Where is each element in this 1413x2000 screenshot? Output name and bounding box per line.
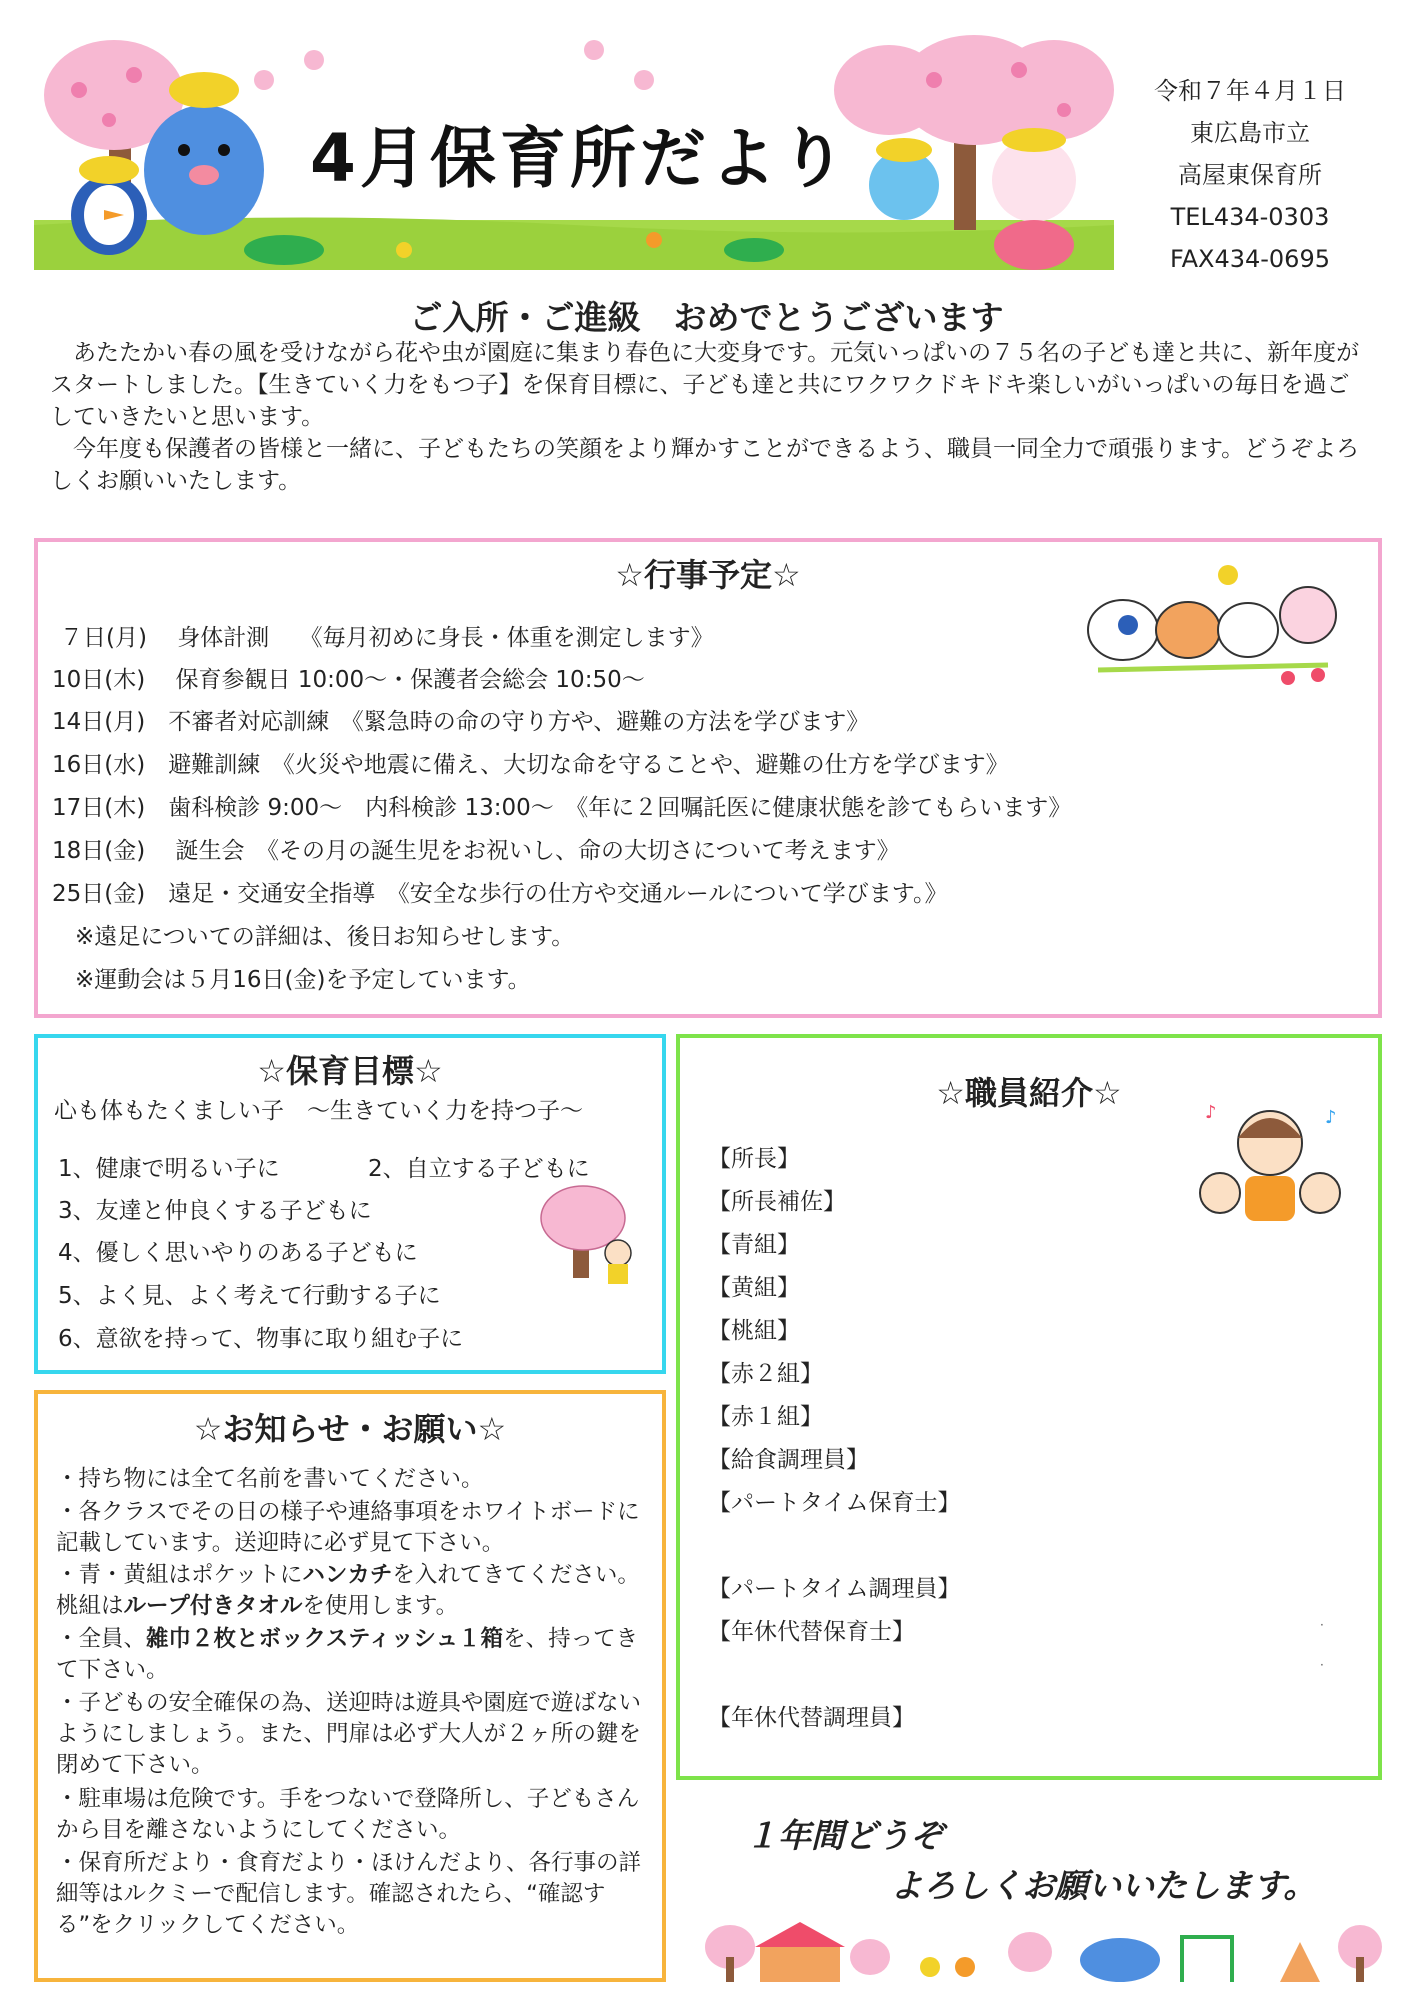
svg-text:♪: ♪: [1205, 1102, 1217, 1123]
org-line1: 東広島市立: [1190, 119, 1310, 147]
org-line2: 高屋東保育所: [1178, 161, 1322, 189]
notice-text: ・駐車場は危険です。手をつないで登降所し、子どもさんから目を離さないようにしてください。: [56, 1786, 640, 1843]
closing-line-1: １年間どうぞ: [745, 1816, 943, 1855]
goal-item: 3、友達と仲良くする子どもに: [58, 1198, 372, 1224]
goal-item: 6、意欲を持って、物事に取り組む子に: [58, 1326, 464, 1352]
animals-illustration: [1078, 560, 1348, 690]
staff-role: 【桃組】: [708, 1318, 800, 1344]
event-note: ※運動会は５月16日(金)を予定しています。: [52, 967, 531, 993]
events-title: ☆行事予定☆: [615, 556, 801, 594]
staff-role: 【所長補佐】: [708, 1189, 846, 1215]
staff-role: 【所長】: [708, 1146, 800, 1172]
notice-item: [56, 1497, 656, 1559]
notice-item: [56, 1688, 656, 1781]
greeting-paragraph-1: あたたかい春の風を受けながら花や虫が園庭に集まり春色に大変身です。元気いっぱいの７５名の子ども達と共に、新年度がスタートしました。【生きていく力をもつ子】を保育目標に、子ども達と共にワクワクドキドキ楽しいがいっぱいの毎日を過ごしていきたいと思います。: [50, 340, 1360, 430]
notice-text: ・持ち物には全て名前を書いてください。: [56, 1466, 484, 1492]
goal-item: 1、健康で明るい子に: [58, 1156, 280, 1182]
staff-role: 【青組】: [708, 1232, 800, 1258]
events-section: [34, 538, 1382, 1018]
notice-text: ・全員、: [56, 1626, 147, 1652]
goal-item: 2、自立する子どもに: [368, 1156, 590, 1182]
organization-info: [1125, 70, 1375, 280]
event-item: 18日(金) 誕生会 《その月の誕生児をお祝いし、命の大切さについて考えます》: [52, 838, 900, 864]
event-item: 25日(金) 遠足・交通安全指導 《安全な歩行の仕方や交通ルールについて学びます。》: [52, 881, 948, 907]
goals-title: ☆保育目標☆: [257, 1052, 443, 1090]
staff-title: ☆職員紹介☆: [936, 1074, 1122, 1112]
notice-title: ☆お知らせ・お願い☆: [193, 1410, 507, 1448]
notice-text: ・青・黄組はポケットに: [56, 1562, 303, 1588]
tel-number: TEL434-0303: [1170, 203, 1330, 231]
greeting-body: [50, 337, 1370, 497]
notice-item: [56, 1624, 656, 1686]
tree-child-illustration: [538, 1178, 648, 1288]
staff-role: 【給食調理員】: [708, 1447, 869, 1473]
issue-date: 令和７年４月１日: [1154, 77, 1346, 105]
dot-mark: ·: [1320, 1618, 1324, 1632]
goal-item: 4、優しく思いやりのある子どもに: [58, 1240, 418, 1266]
notice-text: ・子どもの安全確保の為、送迎時は遊具や園庭で遊ばないようにしましょう。また、門扉は必ず大人が２ヶ所の鍵を閉めて下さい。: [56, 1690, 642, 1778]
bottom-decoration: [700, 1912, 1385, 1987]
notice-text: を、持ってきて下さい。: [56, 1626, 639, 1683]
goal-item: 5、よく見、よく考えて行動する子に: [58, 1283, 441, 1309]
notice-item: [56, 1464, 656, 1495]
event-item: 14日(月) 不審者対応訓練 《緊急時の命の守り方や、避難の方法を学びます》: [52, 709, 870, 735]
notice-bold-text: ループ付きタオル: [123, 1593, 303, 1619]
event-item: ７日(月) 身体計測 《毎月初めに身長・体重を測定します》: [60, 625, 714, 651]
event-item: 17日(木) 歯科検診 9:00～ 内科検診 13:00～ 《年に２回嘱託医に健康状態を診てもらいます》: [52, 795, 1072, 821]
event-item: 10日(木) 保育参観日 10:00～・保護者会総会 10:50～: [52, 667, 645, 693]
staff-role: 【黄組】: [708, 1275, 800, 1301]
staff-role: 【パートタイム調理員】: [708, 1576, 961, 1602]
teacher-children-illustration: [1195, 1098, 1345, 1228]
goals-section: [34, 1034, 666, 1374]
notice-item: [56, 1848, 656, 1941]
staff-role: 【パートタイム保育士】: [708, 1490, 961, 1516]
notice-item: [56, 1560, 656, 1622]
notice-bold-text: ハンカチ: [302, 1562, 393, 1588]
closing-line-2: よろしくお願いいたします。: [890, 1866, 1317, 1905]
notice-text: を入れてきてください。桃組は: [56, 1562, 640, 1619]
staff-role: 【赤２組】: [708, 1361, 823, 1387]
notice-section: [34, 1390, 666, 1982]
staff-role: 【赤１組】: [708, 1404, 823, 1430]
event-note: ※遠足についての詳細は、後日お知らせします。: [52, 924, 575, 950]
notice-bold-text: 雑巾２枚とボックスティッシュ１箱: [146, 1626, 504, 1652]
staff-role: 【年休代替調理員】: [708, 1705, 915, 1731]
greeting-heading: ご入所・ご進級 おめでとうございます: [409, 298, 1004, 337]
newsletter-title: 4月保育所だより: [310, 120, 850, 197]
notice-text: を使用します。: [302, 1593, 459, 1619]
svg-text:♪: ♪: [1325, 1107, 1337, 1128]
notice-text: ・保育所だより・食育だより・ほけんだより、各行事の詳細等はルクミーで配信します。確認されたら、“確認する”をクリックしてください。: [56, 1850, 642, 1938]
notice-item: [56, 1784, 656, 1846]
staff-section: [676, 1034, 1382, 1780]
event-item: 16日(水) 避難訓練 《火災や地震に備え、大切な命を守ることや、避難の仕方を学びます》: [52, 752, 1009, 778]
greeting-paragraph-2: 今年度も保護者の皆様と一緒に、子どもたちの笑顔をより輝かすことができるよう、職員一同全力で頑張ります。どうぞよろしくお願いいたします。: [50, 436, 1360, 494]
notice-text: ・各クラスでその日の様子や連絡事項をホワイトボードに記載しています。送迎時に必ず見て下さい。: [56, 1499, 640, 1556]
goals-subtitle: 心も体もたくましい子 ～生きていく力を持つ子～: [54, 1098, 583, 1124]
dot-mark: ·: [1320, 1658, 1324, 1672]
fax-number: FAX434-0695: [1169, 245, 1330, 273]
staff-role: 【年休代替保育士】: [708, 1619, 915, 1645]
